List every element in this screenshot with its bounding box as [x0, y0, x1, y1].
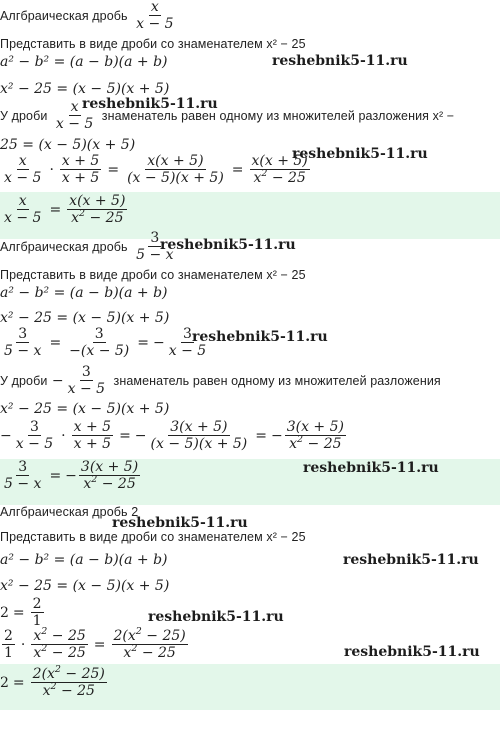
part1-note-fraction: $\frac{x}{x - 5}$	[55, 99, 94, 132]
watermark: reshebnik5-11.ru	[192, 329, 328, 345]
part1-frac-num: x	[150, 0, 159, 15]
part2-result: $\frac{3}{5 - x}$ = − $\frac{3(x + 5)}{x^2 - 25}$	[4, 459, 139, 492]
part1-note-line	[0, 100, 454, 132]
part1-heading: Алгбраическая дробь	[0, 9, 128, 24]
watermark: reshebnik5-11.ru	[344, 644, 480, 660]
watermark: reshebnik5-11.ru	[292, 146, 428, 162]
part2-frac-num: 3	[150, 230, 160, 246]
watermark: reshebnik5-11.ru	[343, 552, 479, 568]
part3-task: Представить в виде дроби со знаменателем x² − 25	[0, 530, 306, 544]
part2-frac-den: 5 − x	[136, 247, 174, 263]
part1-frac-den: x − 5	[136, 16, 174, 32]
part1-identity: a² − b² = (a − b)(a + b)	[0, 54, 168, 70]
part2-factorization: x² − 25 = (x − 5)(x + 5)	[0, 310, 170, 326]
watermark: reshebnik5-11.ru	[112, 515, 248, 531]
watermark: reshebnik5-11.ru	[160, 237, 296, 253]
part2-rewrite: $\frac{3}{5 - x}$ = $\frac{3}{-(x - 5)}$ = − $\frac{3}{x - 5}$	[4, 326, 207, 359]
part1-fraction	[134, 0, 175, 32]
part1-task: Представить в виде дроби со знаменателем x² − 25	[0, 37, 306, 51]
watermark: reshebnik5-11.ru	[303, 460, 439, 476]
part3-calculation: $\frac{2}{1}$ · $\frac{x^2 - 25}{x^2 - 25}$ = $\frac{2(x^2 - 25)}{x^2 - 25}$	[4, 626, 186, 661]
part2-heading-line	[0, 231, 178, 263]
part1-note-post: знаменатель равен одному из множителей разложения x² −	[101, 109, 455, 124]
part3-identity: a² − b² = (a − b)(a + b)	[0, 552, 168, 568]
part2-task: Представить в виде дроби со знаменателем x² − 25	[0, 268, 306, 282]
part1-note-cont: 25 = (x − 5)(x + 5)	[0, 137, 136, 153]
part2-identity: a² − b² = (a − b)(a + b)	[0, 285, 168, 301]
part1-heading-line	[0, 0, 178, 32]
part2-heading: Алгбраическая дробь	[0, 240, 128, 255]
part2-factorization-2: x² − 25 = (x − 5)(x + 5)	[0, 401, 170, 417]
part2-calculation: − $\frac{3}{x - 5}$ · $\frac{x + 5}{x + 5}$ = − $\frac{3(x + 5)}{(x - 5)(x + 5)}$ = − $\frac{3(x + 5)}{x^2 - 25}$	[0, 419, 344, 452]
part2-note-post: знаменатель равен одному из множителей разложения	[113, 374, 441, 389]
part2-note-pre: У дроби	[0, 374, 48, 389]
part2-note-line: У дроби − $\frac{3}{x - 5}$ знаменатель равен одному из множителей разложения	[0, 364, 441, 397]
part3-result: 2 = $\frac{2(x^2 - 25)}{x^2 - 25}$	[0, 664, 105, 699]
part3-heading: Алгбраическая дробь 2	[0, 505, 139, 519]
part2-note-fraction: $\frac{3}{x - 5}$	[67, 364, 106, 397]
part1-result: $\frac{x}{x - 5}$ = $\frac{x(x + 5)}{x^2 - 25}$	[4, 193, 126, 226]
part3-as-fraction: 2 = $\frac{2}{1}$	[0, 596, 42, 629]
watermark: reshebnik5-11.ru	[82, 96, 218, 112]
part1-calculation: $\frac{x}{x - 5}$ · $\frac{x + 5}{x + 5}$ = $\frac{x(x + 5)}{(x - 5)(x + 5)}$ = $\frac{x(x + 5)}{x^2 - 25}$	[4, 153, 308, 186]
part3-factorization: x² − 25 = (x − 5)(x + 5)	[0, 578, 170, 594]
watermark: reshebnik5-11.ru	[148, 609, 284, 625]
part1-factorization: x² − 25 = (x − 5)(x + 5)	[0, 81, 170, 97]
watermark: reshebnik5-11.ru	[272, 53, 408, 69]
part1-note-pre: У дроби	[0, 109, 48, 124]
